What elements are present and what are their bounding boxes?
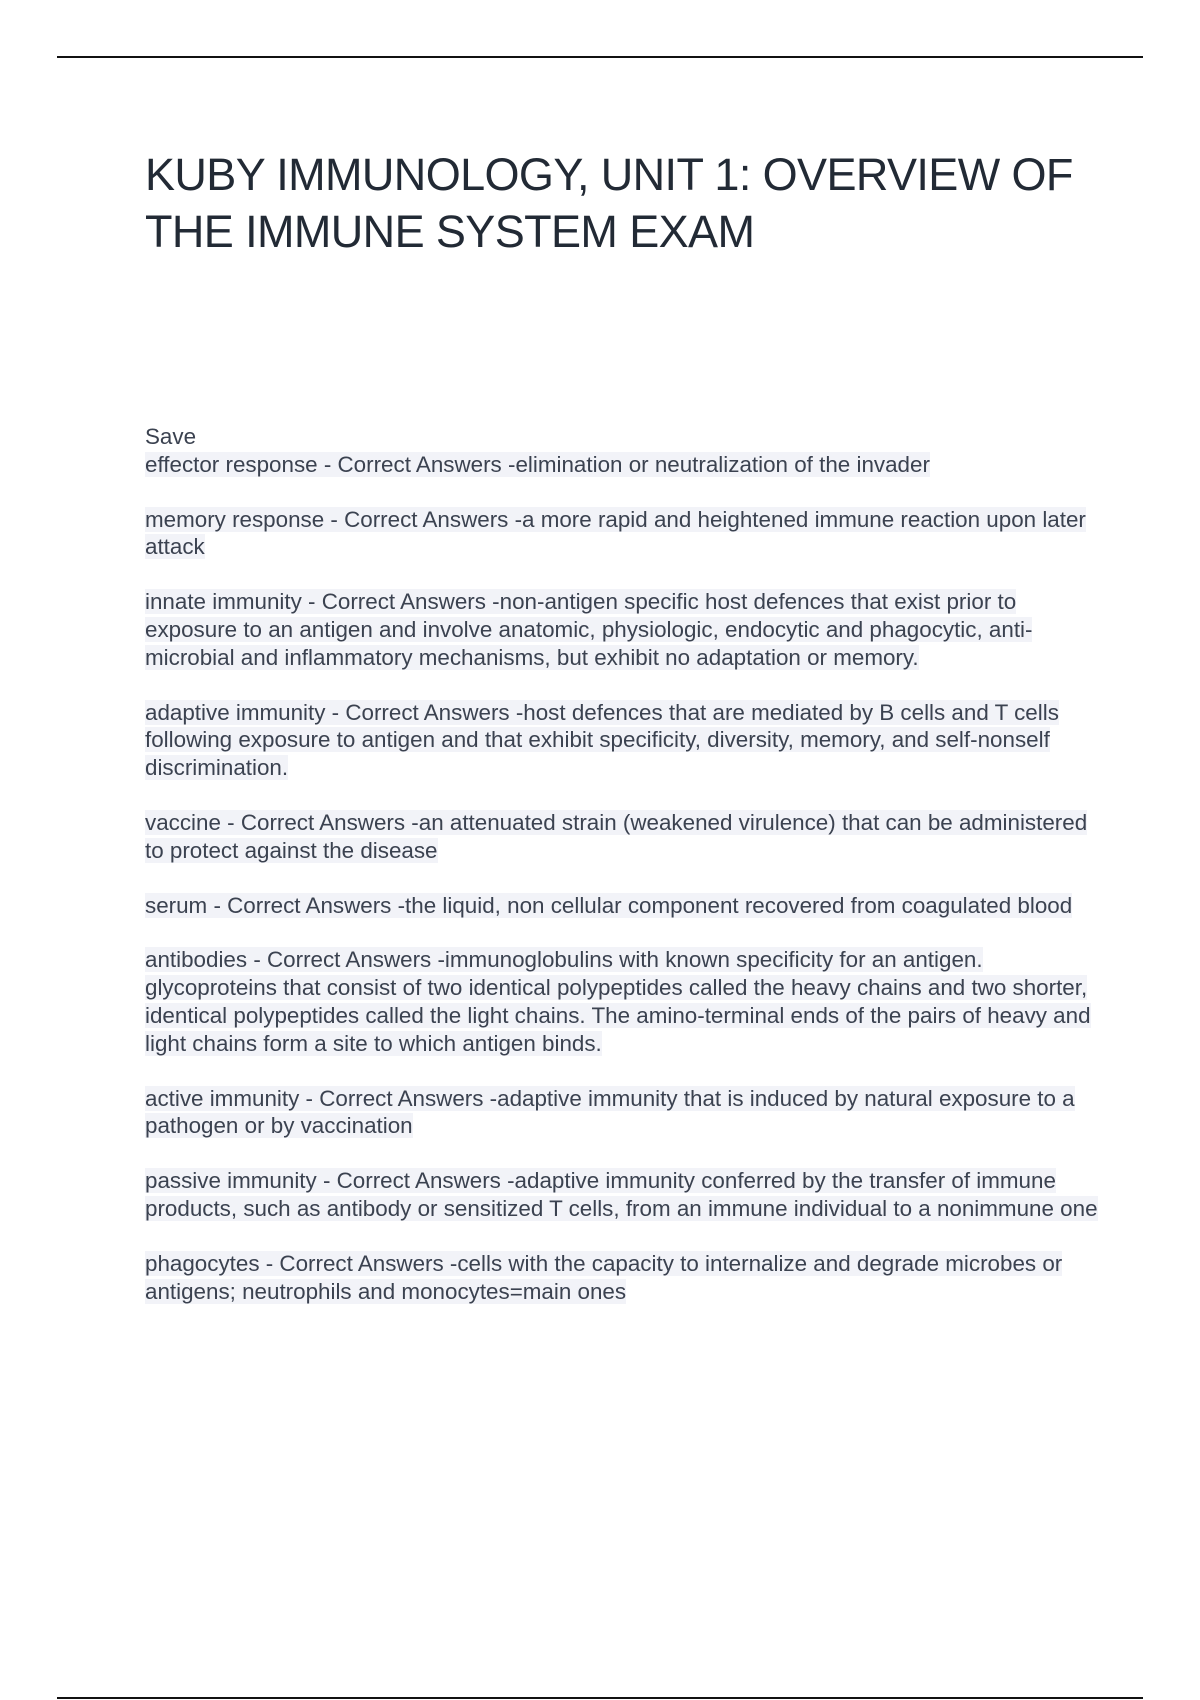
entry-term: passive immunity	[145, 1168, 317, 1194]
entry-definition: non-antigen specific host defences that exist prior to exposure to an antigen and involve anatomic, physiologic, endocytic and phagocytic, anti-microbial and inflammatory mechanisms, but exhibit no adaptation or memory.	[145, 589, 1033, 670]
list-item	[145, 451, 1105, 479]
list-item	[145, 809, 1105, 865]
entry-separator: - Correct Answers -	[207, 892, 406, 918]
entry-definition: adaptive immunity conferred by the transfer of immune products, such as antibody or sensitized T cells, from an immune individual to a nonimmune one	[145, 1168, 1098, 1221]
entry-term: memory response	[145, 506, 325, 532]
list-item	[145, 699, 1105, 782]
entry-separator: - Correct Answers -	[316, 1168, 515, 1194]
entry-definition: an attenuated strain (weakened virulence) that can be administered to protect against the disease	[145, 809, 1088, 863]
list-item	[145, 1085, 1105, 1141]
entry-separator: - Correct Answers -	[259, 1250, 458, 1276]
bottom-divider	[57, 1697, 1143, 1699]
entry-term: adaptive immunity	[145, 699, 326, 725]
entry-separator: - Correct Answers -	[299, 1085, 498, 1111]
entry-term: vaccine	[145, 809, 221, 835]
entry-definition: elimination or neutralization of the invader	[515, 451, 930, 477]
top-divider	[57, 56, 1143, 58]
entry-term: antibodies	[145, 947, 248, 973]
entry-term: effector response	[145, 451, 318, 477]
list-item	[145, 892, 1105, 920]
entry-definition: adaptive immunity that is induced by natural exposure to a pathogen or by vaccination	[145, 1085, 1075, 1139]
entry-term: phagocytes	[145, 1250, 260, 1276]
entry-separator: - Correct Answers -	[324, 506, 523, 532]
entry-definition: a more rapid and heightened immune reaction upon later attack	[145, 506, 1086, 560]
entry-separator: - Correct Answers -	[301, 589, 500, 615]
entry-definition: the liquid, non cellular component recovered from coagulated blood	[405, 892, 1073, 918]
entry-term: innate immunity	[145, 589, 302, 615]
list-item	[145, 588, 1105, 671]
list-item	[145, 1250, 1105, 1306]
entry-separator: - Correct Answers -	[247, 947, 445, 973]
save-label[interactable]: Save	[145, 424, 197, 449]
entry-separator: - Correct Answers -	[317, 451, 516, 477]
entry-term: active immunity	[145, 1085, 300, 1111]
list-item	[145, 506, 1105, 562]
entry-definition: host defences that are mediated by B cells and T cells following exposure to antigen and that exhibit specificity, diversity, memory, and self-nonself discrimination.	[145, 699, 1059, 781]
entry-definition: immunoglobulins with known specificity for an antigen. glycoproteins that consist of two identical polypeptides called the heavy chains and two shorter, identical polypeptides called the light chains. The amino-terminal ends of the pairs of heavy and light chains form a site to which antigen binds.	[145, 947, 1091, 1056]
entry-definition: cells with the capacity to internalize and degrade microbes or antigens; neutrophils and monocytes=main ones	[145, 1250, 1063, 1304]
entry-term: serum	[145, 892, 208, 918]
entry-separator: - Correct Answers -	[325, 699, 524, 725]
page-title: KUBY IMMUNOLOGY, UNIT 1: OVERVIEW OF THE IMMUNE SYSTEM EXAM	[145, 149, 1073, 257]
list-item	[145, 1167, 1105, 1223]
list-item	[145, 946, 1105, 1057]
entry-separator: - Correct Answers -	[220, 809, 419, 835]
flashcard-list	[145, 423, 1105, 1332]
